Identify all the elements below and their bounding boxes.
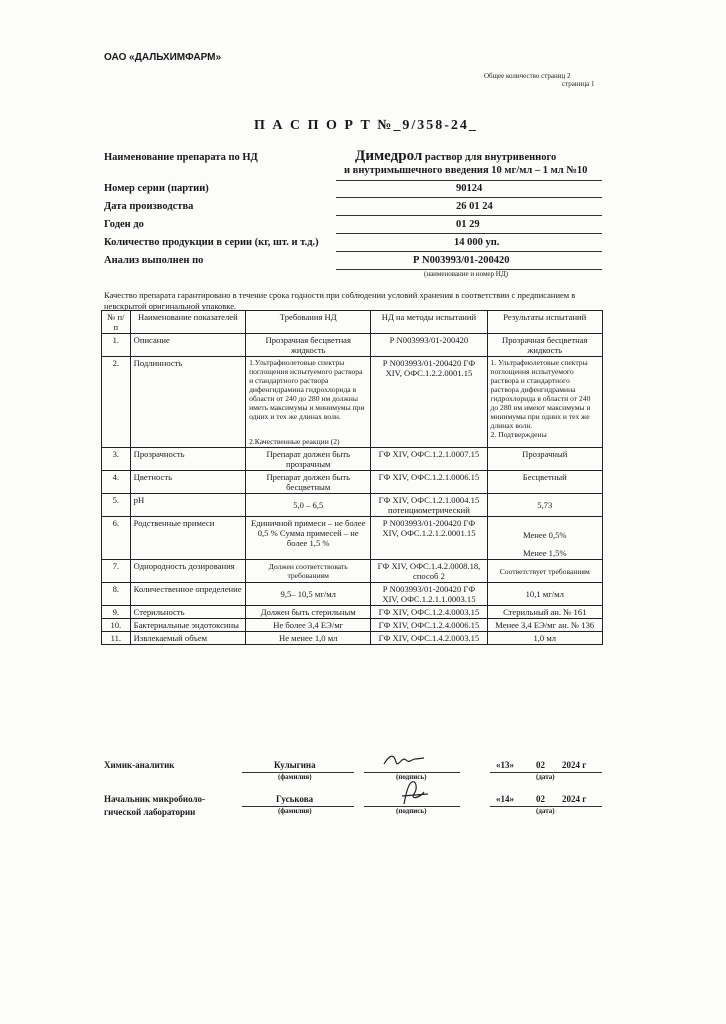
row-method: ГФ XIV, ОФС.1.2.1.0007.15 (371, 448, 487, 471)
quantity-label: Количество продукции в серии (кг, шт. и т.д.) (104, 237, 319, 248)
microbio-role-line1: Начальник микробиоло- (104, 794, 206, 804)
row-result: Стерильный ан. № 161 (487, 606, 603, 619)
analysis-label: Анализ выполнен по (104, 255, 204, 266)
row-result: Прозрачная бесцветная жидкость (487, 334, 603, 357)
row-name: Однородность дозирования (130, 560, 245, 583)
microbio-surname: Гуськова (276, 794, 314, 804)
row-num: 7. (102, 560, 131, 583)
results-table (101, 310, 603, 645)
row-num: 4. (102, 471, 131, 494)
row-method: ГФ XIV, ОФС.1.2.4.0006.15 (371, 619, 487, 632)
row-requirement: Должен соответствовать требованиям (246, 560, 371, 583)
microbio-date-day: «14» (496, 794, 514, 804)
row-num: 10. (102, 619, 131, 632)
company-name: ОАО «ДАЛЬХИМФАРМ» (104, 52, 222, 63)
header-methods: НД на методы испытаний (371, 311, 487, 334)
microbio-date-month: 02 (536, 794, 545, 804)
row-name: Подлинность (130, 357, 245, 448)
analyst-surname: Кулыгина (274, 760, 316, 770)
row-requirement (246, 357, 371, 448)
row-num: 5. (102, 494, 131, 517)
row-requirement: Должен быть стерильным (246, 606, 371, 619)
row-requirement: 5,0 – 6,5 (246, 494, 371, 517)
table-row (102, 334, 603, 357)
production-date-value: 26 01 24 (456, 201, 493, 212)
series-underline (336, 197, 602, 198)
requirement-part-1: 1.Ультрафиолетовые спектры поглощения испытуемого раствора и стандартного раствора дифенгидрамина гидрохлорида в области от 240 до 280 нм должны иметь максимумы и минимумы при одних и тех же длинах волн. (249, 358, 365, 421)
row-method: ГФ XIV, ОФС.1.2.1.0006.15 (371, 471, 487, 494)
analysis-hint: (наименование и номер НД) (424, 270, 508, 278)
header-results: Результаты испытаний (487, 311, 603, 334)
analyst-date-month: 02 (536, 760, 545, 770)
analyst-surname-caption: (фамилия) (278, 773, 312, 781)
microbio-date-year: 2024 г (562, 794, 587, 804)
row-result: 10,1 мг/мл (487, 583, 603, 606)
row-num: 11. (102, 632, 131, 645)
row-result (487, 357, 603, 448)
analyst-signature-icon (382, 750, 426, 770)
row-result (487, 517, 603, 560)
row-requirement: Препарат должен быть бесцветным (246, 471, 371, 494)
row-requirement: 9,5– 10,5 мг/мл (246, 583, 371, 606)
row-num: 8. (102, 583, 131, 606)
row-result: 1,0 мл (487, 632, 603, 645)
row-name: Стерильность (130, 606, 245, 619)
table-row (102, 471, 603, 494)
microbio-role-line2: гической лаборатории (104, 807, 196, 817)
table-row (102, 632, 603, 645)
result-part-1: 1. Ультрафиолетовые спектры поглощения испытуемого раствора и стандартного раствора дифенгидрамина гидрохлорида в области от 240 до 280 нм имеют максимумы и минимумы при одних и тех же длинах волн. (490, 358, 591, 430)
table-row (102, 494, 603, 517)
product-name-label: Наименование препарата по НД (104, 152, 258, 163)
row-name: Родственные примеси (130, 517, 245, 560)
result-part-2: Менее 1,5% (522, 548, 567, 558)
header-name: Наименование показателей (130, 311, 245, 334)
analyst-date-day: «13» (496, 760, 514, 770)
row-num: 1. (102, 334, 131, 357)
row-result: Менее 3,4 ЕЭ/мг ан. № 136 (487, 619, 603, 632)
table-row (102, 619, 603, 632)
quantity-value: 14 000 уп. (454, 237, 500, 248)
guarantee-text: Качество препарата гарантировано в течение срока годности при соблюдении условий хранения в соответствии с предписанием в невскрытой оригинальной упаковке. (104, 290, 576, 311)
row-name: pH (130, 494, 245, 517)
analyst-date-caption: (дата) (536, 773, 555, 781)
row-name: Описание (130, 334, 245, 357)
analysis-value: Р N003993/01-200420 (413, 255, 510, 266)
expiry-underline (336, 233, 602, 234)
analyst-date-year: 2024 г (562, 760, 587, 770)
expiry-value: 01 29 (456, 219, 480, 230)
result-part-1: Менее 0,5% (522, 530, 567, 540)
row-num: 2. (102, 357, 131, 448)
row-method: Р N003993/01-200420 ГФ XIV, ОФС.1.2.1.1.0003.15 (371, 583, 487, 606)
row-requirement: Не менее 1,0 мл (246, 632, 371, 645)
table-row (102, 357, 603, 448)
row-result: Бесцветный (487, 471, 603, 494)
row-num: 9. (102, 606, 131, 619)
row-result: 5,73 (487, 494, 603, 517)
row-method: ГФ XIV, ОФС.1.4.2.0003.15 (371, 632, 487, 645)
production-date-underline (336, 215, 602, 216)
quantity-underline (336, 251, 602, 252)
product-name-line2: и внутримышечного введения 10 мг/мл – 1 мл №10 (344, 165, 588, 176)
row-name: Количественное определение (130, 583, 245, 606)
microbio-date-caption: (дата) (536, 807, 555, 815)
row-requirement: Прозрачная бесцветная жидкость (246, 334, 371, 357)
row-method: ГФ XIV, ОФС.1.2.4.0003.15 (371, 606, 487, 619)
row-requirement: Препарат должен быть прозрачным (246, 448, 371, 471)
row-name: Цветность (130, 471, 245, 494)
row-name: Извлекаемый объем (130, 632, 245, 645)
analyst-role: Химик-аналитик (104, 760, 175, 770)
row-result: Прозрачный (487, 448, 603, 471)
row-num: 3. (102, 448, 131, 471)
table-row (102, 448, 603, 471)
table-header-row (102, 311, 603, 334)
series-label: Номер серии (партии) (104, 183, 209, 194)
row-name: Бактериальные эндотоксины (130, 619, 245, 632)
result-part-2: 2. Подтверждены (490, 430, 547, 439)
product-name-underline (336, 180, 602, 181)
row-method: Р N003993/01-200420 ГФ XIV, ОФС.1.2.1.2.0001.15 (371, 517, 487, 560)
requirement-part-2: 2.Качественные реакции (2) (249, 437, 340, 446)
row-method: Р N003993/01-200420 ГФ XIV, ОФС.1.2.2.0001.15 (371, 357, 487, 448)
series-value: 90124 (456, 183, 483, 194)
table-row (102, 517, 603, 560)
document-title: П А С П О Р Т №_9/358-24_ (254, 118, 478, 133)
analyst-signature-caption: (подпись) (396, 773, 427, 781)
microbio-signature-icon (398, 778, 432, 808)
row-num: 6. (102, 517, 131, 560)
table-row (102, 560, 603, 583)
row-method: ГФ XIV, ОФС.1.4.2.0008.18, способ 2 (371, 560, 487, 583)
row-name: Прозрачность (130, 448, 245, 471)
expiry-label: Годен до (104, 219, 144, 230)
row-requirement: Не более 3,4 ЕЭ/мг (246, 619, 371, 632)
product-name-rest: раствор для внутривенного (422, 152, 557, 163)
table-row (102, 583, 603, 606)
microbio-signature-caption: (подпись) (396, 807, 427, 815)
row-method: ГФ XIV, ОФС.1.2.1.0004.15 потенциометрический (371, 494, 487, 517)
header-num: № п/п (102, 311, 131, 334)
product-name-main: Димедрол (355, 148, 423, 164)
total-pages: Общее количество страниц 2 (484, 72, 571, 80)
row-result: Соответствует требованиям (487, 560, 603, 583)
table-row (102, 606, 603, 619)
header-requirements: Требования НД (246, 311, 371, 334)
microbio-surname-caption: (фамилия) (278, 807, 312, 815)
production-date-label: Дата производства (104, 201, 194, 212)
product-name (355, 148, 556, 165)
row-method: Р N003993/01-200420 (371, 334, 487, 357)
row-requirement: Единичной примеси – не более 0,5 % Сумма примесей – не более 1,5 % (246, 517, 371, 560)
page-number: страница 1 (562, 80, 595, 88)
